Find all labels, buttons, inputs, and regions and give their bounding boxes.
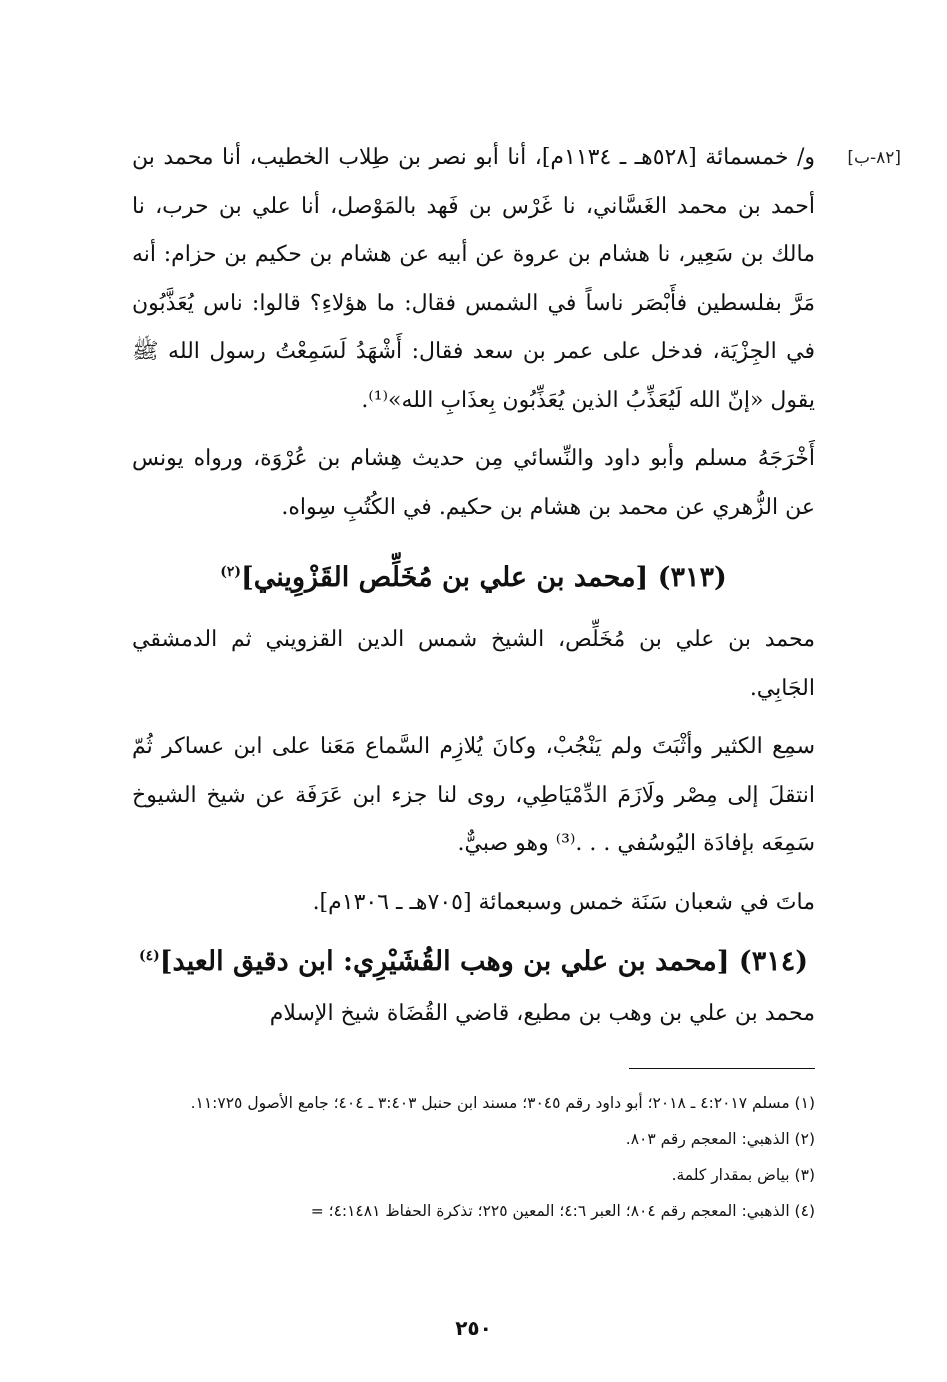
footnote-ref: (٤)	[138, 948, 160, 964]
footnote: (٣) بياض بمقدار كلمة.	[671, 1166, 815, 1184]
entry-313-body	[132, 616, 815, 927]
footnote: (٤) الذهبي: المعجم رقم ٨٠٤؛ العبر ٤:٦؛ المعين ٢٢٥؛ تذكرة الحفاظ ٤:١٤٨١؛ =	[310, 1202, 815, 1220]
footnote-ref: (٢)	[220, 564, 241, 580]
biography-paragraph: سمِع الكثير وأثْبَتَ ولم يَنْجُبْ، وكانَ يُلازِم السَّماع مَعَنا على ابن عساكر ثُمّ انتقلَ إلى مِصْر ولَازَمَ الدِّمْيَاطِي، روى لنا جزء ابن عَرَفَة عن شيخ الشيوخ سَمِعَه بإفادَة اليُوسُفي . . .⁽³⁾ وهو صبيٌّ.	[132, 734, 815, 856]
entry-heading	[132, 552, 815, 598]
entry-heading-text: (٣١٣) [محمد بن علي بن مُخَلِّص القَزْوِيني]	[241, 562, 727, 593]
manuscript-folio-marker: [٨٢-ب]	[847, 148, 901, 168]
hadith-source-paragraph: أَخْرَجَهُ مسلم وأبو داود والنِّسائي مِن حديث هِشام بن عُرْوَة، ورواه يونس عن الزُّهري عن محمد بن هشام بن حكيم. في الكُتُبِ سِواه.	[132, 446, 815, 520]
entry-heading	[132, 936, 815, 982]
entry-314	[132, 936, 815, 982]
death-date-paragraph: ماتَ في شعبان سَنَة خمس وسبعمائة [٧٠٥هـ ـ ١٣٠٦م].	[312, 889, 815, 915]
biography-paragraph: محمد بن علي بن مُخَلِّص، الشيخ شمس الدين القزويني ثم الدمشقي الجَابِي.	[132, 627, 815, 701]
page-number: ٢٥٠	[455, 1316, 492, 1340]
footnote: (٢) الذهبي: المعجم رقم ٨٠٣.	[625, 1130, 815, 1148]
footnotes	[108, 1090, 815, 1234]
biography-paragraph: محمد بن علي بن وهب بن مطيع، قاضي القُضَاة شيخ الإسلام	[269, 1001, 815, 1026]
footnote: (١) مسلم ٤:٢٠١٧ ـ ٢٠١٨؛ أبو داود رقم ٣٠٤٥؛ مسند ابن حنبل ٣:٤٠٣ ـ ٤٠٤؛ جامع الأصول ١١:٧٢٥.	[190, 1094, 815, 1112]
entry-heading-text: (٣١٤) [محمد بن علي بن وهب القُشَيْرِي: ابن دقيق العيد]	[159, 946, 808, 977]
footnote-separator	[629, 1068, 815, 1069]
hadith-section	[132, 134, 815, 532]
entry-313	[132, 552, 815, 598]
entry-314-body	[132, 990, 815, 1039]
hadith-paragraph: و/ خمسمائة [٥٢٨هـ ـ ١١٣٤م]، أنا أبو نصر بن طِلاب الخطيب، أنا محمد بن أحمد بن محمد الغَسَّاني، نا غَرْس بن فَهد بالمَوْصل، أنا علي بن حرب، نا مالك بن سَعِير، نا هشام بن عروة عن أبيه عن هشام بن حكيم بن حزام: أنه مَرَّ بفلسطين فأَبْصَر ناساً في الشمس فقال: ما هؤلاءِ؟ قالوا: ناس يُعَذَّبُون في الجِزْيَة، فدخل على عمر بن سعد فقال: أَشْهَدُ لَسَمِعْتُ رسول الله ﷺ يقول «إنّ الله لَيُعَذِّبُ الذين يُعَذِّبُون بِعذَابِ الله»⁽¹⁾.	[132, 145, 815, 413]
